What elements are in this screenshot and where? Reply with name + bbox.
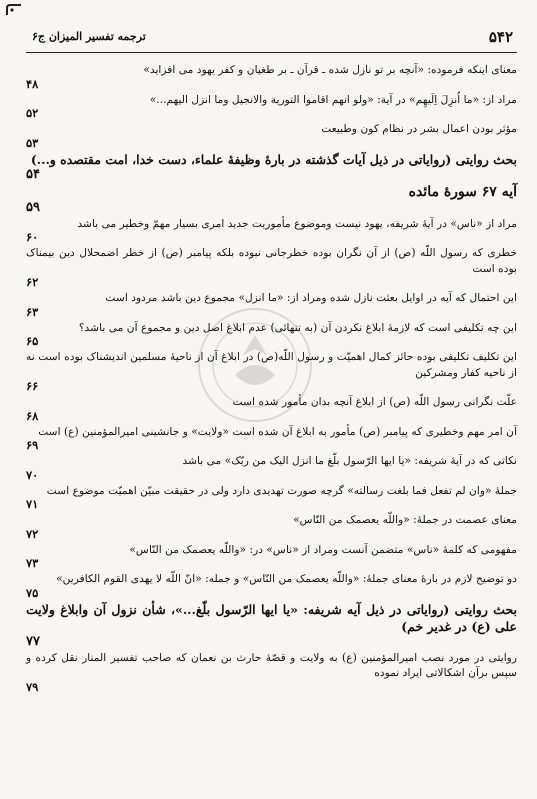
toc-entry: [26, 290, 517, 319]
toc-entry-text: روایتی در مورد نصب امیرالمؤمنین (ع) به ولایت و قصّهٔ حارث بن نعمان که صاحب تفسیر المنار نقل کرده و سپس برآن اشکالاتی ایراد نموده: [26, 650, 517, 679]
toc-entry-text: دو توضیح لازم در بارهٔ معنای جملهٔ: «واللّه یعصمک من النّاس» و جمله: «انّ اللّه لا یهدی القوم الکافرین»: [56, 572, 517, 585]
toc-page-number: ۶۹: [26, 438, 39, 452]
corner-ornament-icon: [6, 4, 22, 16]
toc-page-number: ۶۶: [26, 379, 39, 393]
toc-page-number: ۶۸: [26, 408, 39, 423]
toc-entry-text: جملهٔ «وان لم تفعل فما بلغت رسالته» گرچه صورت تهدیدی دارد ولی در حقیقت مبیّن اهمیّت موضوع است: [46, 483, 517, 497]
header-rule: [26, 52, 517, 53]
toc-page-number: ۵۹: [26, 199, 40, 215]
toc-page-number: ۷۳: [26, 556, 39, 570]
toc-page-number: ۷۰: [26, 467, 39, 482]
table-of-contents: [26, 62, 517, 695]
toc-entry: [26, 650, 517, 694]
toc-entry: [26, 453, 517, 482]
toc-entry-text: مفهومی که کلمهٔ «ناس» متضمن آنست ومراد از «ناس» در: «واللّه یعصمک من النّاس»: [129, 542, 517, 556]
toc-entry: [26, 245, 517, 289]
toc-entry-text: معنای عصمت در جملهٔ: «واللّه یعصمک من النّاس»: [293, 513, 517, 526]
section-title: آیه ۶۷ سورهٔ مائده: [408, 183, 517, 200]
toc-entry-text: معنای اینکه فرموده: «آنچه بر تو نازل شده ـ قرآن ـ بر طغیان و کفر یهود می افزاید»: [143, 63, 517, 76]
toc-page-number: ۶۳: [26, 304, 39, 319]
toc-page-number: ۷۱: [26, 497, 39, 511]
toc-entry-text: بحث روایتی (روایاتی در ذیل آیه شریفه: «یا ایها الرّسول بلّغ...»، شأن نزول آن وابلاغ ولایت علی (ع) در غدیر خم): [26, 601, 517, 634]
page-header: [26, 28, 517, 54]
section-heading: [26, 183, 517, 215]
toc-entry: [26, 121, 517, 150]
toc-entry: [26, 601, 517, 649]
toc-entry: [26, 542, 517, 571]
toc-entry-text: این چه تکلیفی است که لازمهٔ ابلاغ نکردن آن (به تنهائی) عدم ابلاغ اصل دین و مجموع آن می باشد؟: [78, 320, 517, 334]
toc-page-number: ۷۲: [26, 526, 39, 541]
toc-page-number: ۴۸: [26, 76, 39, 91]
toc-entry-text: مؤثر بودن اعمال بشر در نظام کون وطبیعت: [321, 122, 517, 135]
toc-entry: [26, 394, 517, 423]
toc-page-number: ۵۲: [26, 106, 39, 120]
toc-entry: [26, 92, 517, 121]
toc-entry-text: این احتمال که آیه در اوایل بعثت نازل شده ومراد از: «ما انزل» مجموع دین باشد مردود است: [105, 291, 517, 304]
toc-page-number: ۶۲: [26, 275, 39, 289]
toc-entry: [26, 571, 517, 600]
toc-entry-text: بحث روایتی (روایاتی در ذیل آیات گذشته در بارهٔ وظیفهٔ علماء، دست خدا، امت مقتصده و...): [30, 151, 517, 167]
toc-entry: [26, 349, 517, 393]
toc-entry-text: این تکلیف تکلیفی بوده حائز کمال اهمیّت و رسول اللّه(ص) در ابلاغ آن از ناحیهٔ مسلمین اندیشناک بوده است نه از ناحیه کفار ومشرکین: [26, 350, 517, 379]
toc-page-number: ۷۵: [26, 585, 39, 600]
toc-entry-text: مراد از «ناس» در آیهٔ شریفه، یهود نیست وموضوع مأموریت جدید امری بسیار مهمّ وخطیر می باشد: [77, 216, 517, 230]
toc-entry-text: نکاتی که در آیهٔ شریفه: «یا ایها الرّسول بلّغ ما انزل الیک من ربّک» می باشد: [182, 454, 517, 467]
toc-page-number: ۶۵: [26, 334, 39, 348]
toc-entry-text: مراد از: «ما اُنزِلَ اِلَیهِم» در آیة: «ولو انهم اقاموا التورية والانجيل وما انزل اليهم...»: [149, 92, 517, 106]
toc-page-number: ۵۴: [26, 166, 40, 182]
toc-page-number: ۷۷: [26, 633, 40, 649]
running-title: ترجمه تفسیر المیزان ج۶: [32, 30, 146, 43]
toc-entry-text: آن امر مهم وخطیری که پیامبر (ص) مأمور به ابلاغ آن شده است «ولایت» و جانشینی امیرالمؤمنین (ع) است: [38, 424, 517, 438]
toc-entry: [26, 216, 517, 245]
toc-entry: [26, 483, 517, 512]
toc-entry-text: خطری که رسول اللّه (ص) از آن نگران بوده خطرجانی نبوده بلکه پیامبر (ص) از خطر اضمحلال دین بیمناک بوده است: [26, 246, 517, 275]
toc-entry: [26, 320, 517, 349]
toc-page-number: ۵۳: [26, 135, 39, 150]
toc-entry: [26, 62, 517, 91]
toc-entry-text: علّت نگرانی رسول اللّه (ص) از ابلاغ آنچه بدان مأمور شده است: [232, 395, 517, 408]
toc-page-number: ۶۰: [26, 230, 39, 244]
toc-page-number: ۷۹: [26, 679, 39, 694]
toc-entry: [26, 512, 517, 541]
toc-entry: [26, 151, 517, 182]
page-number: ۵۴۲: [488, 28, 513, 46]
toc-entry: [26, 424, 517, 453]
